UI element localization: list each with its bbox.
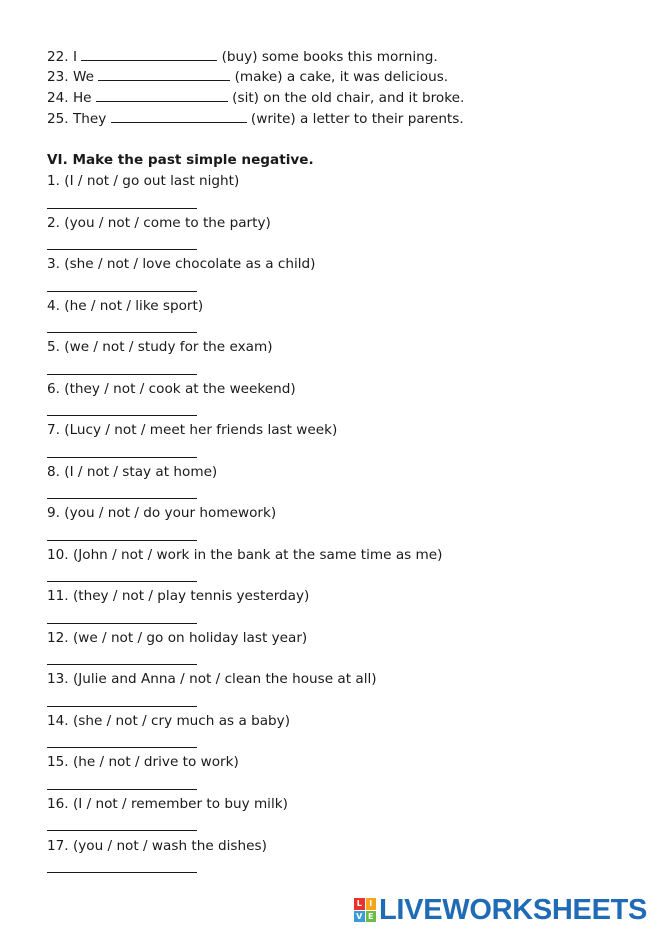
- answer-line-4[interactable]: [47, 332, 197, 333]
- answer-line-2[interactable]: [47, 249, 197, 250]
- answer-line-7[interactable]: [47, 457, 197, 458]
- fill-in-item-23: [47, 68, 448, 86]
- answer-line-5[interactable]: [47, 374, 197, 375]
- exercise-prompt-12: 12. (we / not / go on holiday last year): [47, 630, 308, 646]
- answer-line-17[interactable]: [47, 872, 197, 873]
- fill-in-item-24: [47, 89, 464, 107]
- logo-tile: E: [366, 911, 377, 923]
- exercise-prompt-4: 4. (he / not / like sport): [47, 298, 204, 314]
- fill-in-prompt-start: 24. He: [47, 90, 96, 106]
- fill-in-prompt-start: 22. I: [47, 49, 82, 65]
- fill-in-prompt-end: (sit) on the old chair, and it broke.: [227, 90, 465, 106]
- logo-tile: V: [354, 911, 365, 923]
- exercise-prompt-1: 1. (I / not / go out last night): [47, 173, 240, 189]
- exercise-prompt-11: 11. (they / not / play tennis yesterday): [47, 588, 310, 604]
- answer-line-1[interactable]: [47, 208, 197, 209]
- exercise-prompt-10: 10. (John / not / work in the bank at the same time as me): [47, 547, 443, 563]
- section-heading: VI. Make the past simple negative.: [47, 152, 314, 168]
- logo-tile: L: [354, 898, 365, 910]
- exercise-prompt-16: 16. (I / not / remember to buy milk): [47, 796, 288, 812]
- answer-line-13[interactable]: [47, 706, 197, 707]
- exercise-prompt-2: 2. (you / not / come to the party): [47, 215, 271, 231]
- fill-in-prompt-end: (make) a cake, it was delicious.: [230, 69, 449, 85]
- answer-blank[interactable]: [81, 49, 217, 61]
- logo-wordmark: LIVEWORKSHEETS: [379, 894, 648, 926]
- exercise-prompt-3: 3. (she / not / love chocolate as a child): [47, 256, 316, 272]
- fill-in-prompt-start: 25. They: [47, 111, 111, 127]
- exercise-prompt-6: 6. (they / not / cook at the weekend): [47, 381, 296, 397]
- exercise-prompt-14: 14. (she / not / cry much as a baby): [47, 713, 291, 729]
- logo-tiles-icon: [354, 898, 376, 922]
- answer-line-14[interactable]: [47, 747, 197, 748]
- liveworksheets-logo: [354, 895, 647, 925]
- fill-in-prompt-end: (buy) some books this morning.: [217, 49, 438, 65]
- fill-in-item-22: [47, 48, 438, 66]
- answer-line-11[interactable]: [47, 623, 197, 624]
- exercise-prompt-8: 8. (I / not / stay at home): [47, 464, 218, 480]
- answer-line-3[interactable]: [47, 291, 197, 292]
- answer-line-10[interactable]: [47, 581, 197, 582]
- answer-line-12[interactable]: [47, 664, 197, 665]
- exercise-prompt-17: 17. (you / not / wash the dishes): [47, 838, 267, 854]
- exercise-prompt-5: 5. (we / not / study for the exam): [47, 339, 273, 355]
- answer-line-9[interactable]: [47, 540, 197, 541]
- fill-in-item-25: [47, 110, 464, 128]
- answer-line-6[interactable]: [47, 415, 197, 416]
- exercise-prompt-15: 15. (he / not / drive to work): [47, 754, 239, 770]
- answer-line-15[interactable]: [47, 789, 197, 790]
- answer-line-16[interactable]: [47, 830, 197, 831]
- answer-blank[interactable]: [96, 90, 228, 102]
- fill-in-prompt-end: (write) a letter to their parents.: [246, 111, 464, 127]
- logo-tile: I: [366, 898, 377, 910]
- exercise-prompt-9: 9. (you / not / do your homework): [47, 505, 277, 521]
- answer-blank[interactable]: [98, 69, 230, 81]
- fill-in-prompt-start: 23. We: [47, 69, 99, 85]
- exercise-prompt-13: 13. (Julie and Anna / not / clean the house at all): [47, 671, 377, 687]
- answer-blank[interactable]: [111, 111, 247, 123]
- exercise-prompt-7: 7. (Lucy / not / meet her friends last week): [47, 422, 338, 438]
- answer-line-8[interactable]: [47, 498, 197, 499]
